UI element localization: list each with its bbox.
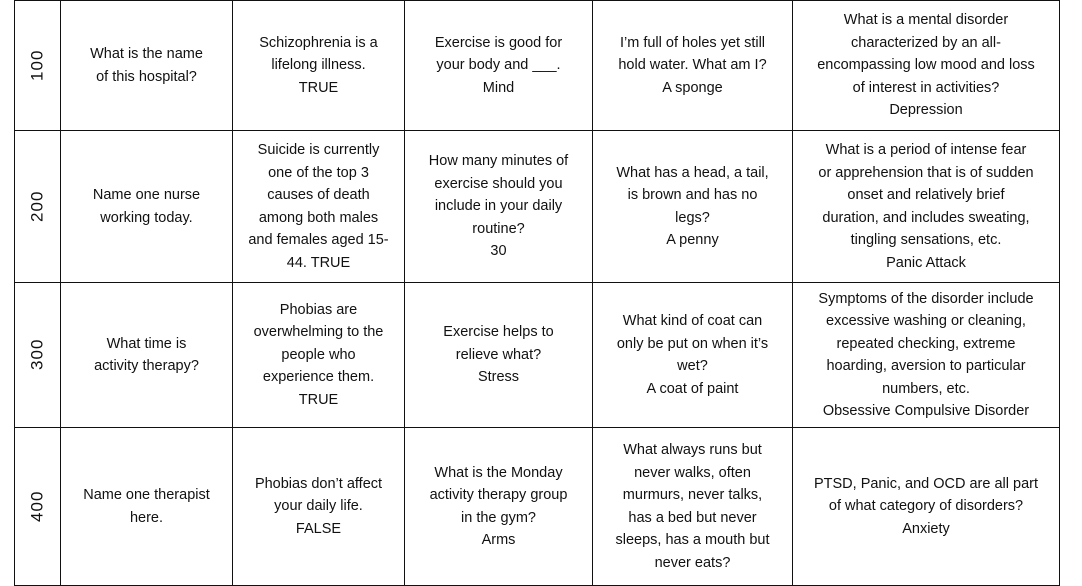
question-cell-disorders[interactable] [793, 1, 1060, 131]
cell-text-line: never walks, often [634, 464, 751, 481]
question-cell-illness-facts[interactable] [233, 131, 405, 283]
cell-text-line: of what category of disorders? [828, 498, 1024, 515]
cell-text-line: What is a period of intense fear [825, 142, 1027, 158]
points-value: 200 [27, 190, 47, 222]
cell-text-line: activity therapy group [429, 487, 568, 503]
cell-text-line: Suicide is currently [257, 142, 380, 158]
cell-text-line: What time is [106, 335, 187, 352]
cell-text-line: How many minutes of [428, 153, 569, 170]
cell-text-line: or apprehension that is of sudden [818, 164, 1034, 181]
cell-text-line: excessive washing or cleaning, [826, 313, 1026, 329]
cell-text-line: What kind of coat can [622, 313, 763, 329]
cell-text-line: Exercise helps to [443, 324, 554, 341]
cell-text-line: people who [281, 346, 356, 363]
points-value: 300 [27, 338, 47, 371]
question-cell-illness-facts[interactable] [233, 428, 405, 586]
cell-text-line: Mind [482, 79, 515, 96]
cell-text-line: Exercise is good for [434, 34, 563, 51]
cell-text-line: of this hospital? [96, 68, 197, 85]
cell-text-line: Phobias don’t affect [254, 475, 383, 492]
cell-text-line: among both males [258, 209, 379, 226]
cell-text-line: Symptoms of the disorder include [818, 290, 1034, 307]
question-cell-exercise[interactable] [405, 131, 593, 283]
cell-text-line: A coat of paint [646, 380, 739, 397]
question-cell-exercise[interactable] [405, 283, 593, 428]
cell-text-line: relieve what? [455, 346, 542, 363]
cell-text-line: exercise should you [434, 175, 563, 192]
cell-text-line: characterized by an all- [851, 34, 1001, 51]
cell-text-line: include in your daily [434, 198, 563, 215]
cell-text-line: legs? [675, 209, 710, 226]
points-cell [15, 283, 61, 428]
cell-text-line: A penny [666, 232, 719, 248]
cell-text-line: tingling sensations, etc. [850, 232, 1002, 248]
question-cell-riddles[interactable] [593, 283, 793, 428]
cell-text-line: Phobias are [279, 301, 358, 318]
question-cell-hospital-trivia[interactable] [61, 428, 233, 586]
question-cell-riddles[interactable] [593, 1, 793, 131]
cell-text-line: lifelong illness. [271, 57, 366, 74]
question-cell-riddles[interactable] [593, 428, 793, 586]
cell-text-line: Panic Attack [886, 254, 966, 271]
cell-text-line: encompassing low mood and loss [817, 57, 1035, 74]
cell-text-line: Depression [889, 102, 963, 119]
cell-text-line: Arms [481, 532, 516, 548]
cell-text-line: What always runs but [623, 442, 762, 458]
question-cell-hospital-trivia[interactable] [61, 283, 233, 428]
cell-text-line: routine? [472, 220, 525, 237]
cell-text-line: one of the top 3 [268, 164, 369, 181]
cell-text-line: What is a mental disorder [843, 12, 1009, 29]
cell-text-line: Stress [477, 369, 520, 386]
points-row-100 [15, 1, 1060, 131]
question-cell-illness-facts[interactable] [233, 1, 405, 131]
cell-text-line: TRUE [298, 391, 339, 408]
cell-text-line: your body and ___. [436, 57, 561, 74]
points-row-200 [15, 131, 1060, 283]
cell-text-line: What is the name [90, 46, 203, 62]
cell-text-line: TRUE [298, 79, 339, 96]
cell-text-line: I’m full of holes yet still [619, 34, 766, 51]
cell-text-line: here. [129, 509, 164, 526]
cell-text-line: numbers, etc. [882, 380, 970, 397]
points-row-300 [15, 283, 1060, 428]
cell-text-line: causes of death [267, 187, 370, 203]
cell-text-line: sleeps, has a mouth but [615, 532, 770, 548]
cell-text-line: your daily life. [274, 498, 363, 515]
cell-text-line: experience them. [262, 369, 375, 386]
cell-text-line: hoarding, aversion to particular [826, 358, 1026, 374]
cell-text-line: wet? [677, 358, 708, 374]
cell-text-line: A sponge [662, 79, 723, 96]
question-cell-hospital-trivia[interactable] [61, 1, 233, 131]
question-cell-illness-facts[interactable] [233, 283, 405, 428]
cell-text-line: murmurs, never talks, [622, 487, 763, 503]
cell-text-line: and females aged 15- [248, 232, 389, 248]
cell-text-line: never eats? [654, 554, 731, 571]
cell-text-line: has a bed but never [628, 509, 757, 526]
cell-text-line: PTSD, Panic, and OCD are all part [813, 475, 1039, 492]
cell-text-line: Name one nurse [92, 187, 201, 203]
cell-text-line: Obsessive Compulsive Disorder [822, 403, 1030, 419]
question-cell-exercise[interactable] [405, 1, 593, 131]
cell-text-line: repeated checking, extreme [836, 335, 1016, 352]
cell-text-line: Name one therapist [83, 487, 210, 503]
cell-text-line: duration, and includes sweating, [822, 209, 1030, 226]
jeopardy-board [14, 0, 1060, 586]
cell-text-line: FALSE [295, 520, 342, 537]
question-cell-disorders[interactable] [793, 131, 1060, 283]
points-cell [15, 131, 61, 283]
cell-text-line: only be put on when it’s [616, 335, 769, 352]
points-cell [15, 428, 61, 586]
cell-text-line: in the gym? [461, 509, 536, 526]
cell-text-line: What is the Monday [434, 464, 563, 481]
points-value: 100 [27, 49, 47, 81]
cell-text-line: 44. TRUE [286, 254, 351, 271]
cell-text-line: working today. [100, 209, 193, 226]
cell-text-line: onset and relatively brief [847, 187, 1005, 203]
cell-text-line: of interest in activities? [852, 79, 1000, 96]
cell-text-line: What has a head, a tail, [616, 164, 769, 181]
question-cell-riddles[interactable] [593, 131, 793, 283]
board-rows [15, 1, 1060, 586]
question-cell-hospital-trivia[interactable] [61, 131, 233, 283]
points-cell [15, 1, 61, 131]
cell-text-line: overwhelming to the [253, 324, 384, 341]
cell-text-line: is brown and has no [627, 187, 758, 203]
cell-text-line: Anxiety [902, 520, 950, 537]
cell-text-line: Schizophrenia is a [259, 34, 378, 51]
points-value: 400 [27, 490, 47, 522]
cell-text-line: 30 [490, 243, 507, 260]
question-cell-exercise[interactable] [405, 428, 593, 586]
question-cell-disorders[interactable] [793, 283, 1060, 428]
cell-text-line: activity therapy? [94, 358, 199, 374]
cell-text-line: hold water. What am I? [618, 57, 767, 74]
points-row-400 [15, 428, 1060, 586]
question-cell-disorders[interactable] [793, 428, 1060, 586]
